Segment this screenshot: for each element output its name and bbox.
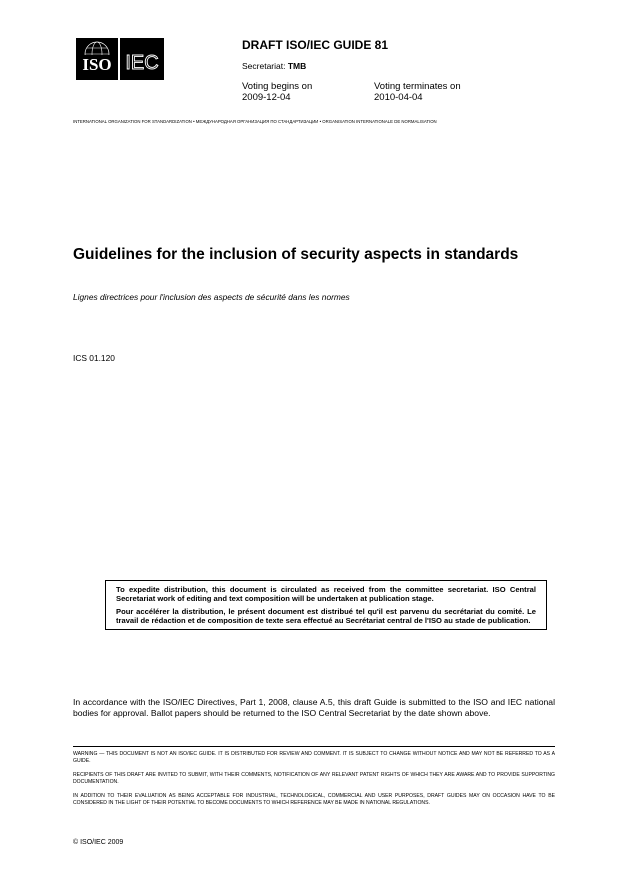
notice-french: Pour accélérer la distribution, le présent document est distribué tel qu'il est parvenu du secrétariat du comité. Le travail de rédaction et de composition de texte sera effectué au Secrétariat central de l'ISO au stade de publication. (116, 607, 536, 625)
secretariat-label: Secretariat: (242, 61, 286, 71)
voting-begins-date: 2009-12-04 (242, 92, 291, 103)
notice-english: To expedite distribution, this document is circulated as received from the committee secretariat. ISO Central Secretariat work of editing and text composition will be undertaken at publication stage. (116, 585, 536, 603)
secretariat-value: TMB (287, 61, 307, 71)
addition-text: IN ADDITION TO THEIR EVALUATION AS BEING ACCEPTABLE FOR INDUSTRIAL, TECHNOLOGICAL, COMMERCIAL AND USER PURPOSES, DRAFT GUIDES MAY ON OCCASION HAVE TO BE CONSIDERED IN THE LIGHT OF THEIR POTENTIAL TO BECOME DOCUMENTS TO WHICH REFERENCE MAY BE MADE IN NATIONAL REGULATIONS. (73, 793, 555, 806)
iec-logo-text: IEC (125, 52, 159, 74)
voting-begins-label: Voting begins on (242, 81, 313, 92)
document-title: Guidelines for the inclusion of security aspects in standards (73, 246, 519, 263)
voting-terminates-date: 2010-04-04 (374, 92, 423, 103)
ics-code: ICS 01.120 (73, 353, 115, 363)
distribution-notice-box (105, 580, 547, 630)
divider (73, 746, 555, 747)
document-subtitle-french: Lignes directrices pour l'inclusion des aspects de sécurité dans les normes (73, 292, 350, 302)
accordance-paragraph: In accordance with the ISO/IEC Directives, Part 1, 2008, clause A.5, this draft Guide is submitted to the ISO and IEC national bodies for approval. Ballot papers should be returned to the ISO Central Secretariat by the date shown above. (73, 697, 555, 718)
organizations-line: INTERNATIONAL ORGANIZATION FOR STANDARDIZATION • МЕЖДУНАРОДНАЯ ОРГАНИЗАЦИЯ ПО СТАНДАРТИЗАЦИИ • ORGANISATION INTERNATIONALE DE NORMALISATION (73, 119, 437, 124)
draft-title: DRAFT ISO/IEC GUIDE 81 (242, 38, 389, 52)
copyright: © ISO/IEC 2009 (73, 839, 124, 846)
iso-logo-text: ISO (82, 55, 112, 74)
iso-logo (76, 38, 118, 80)
iec-logo (120, 38, 164, 80)
voting-terminates-label: Voting terminates on (374, 81, 461, 92)
secretariat (242, 61, 306, 71)
recipients-text: RECIPIENTS OF THIS DRAFT ARE INVITED TO SUBMIT, WITH THEIR COMMENTS, NOTIFICATION OF ANY RELEVANT PATENT RIGHTS OF WHICH THEY ARE AWARE AND TO PROVIDE SUPPORTING DOCUMENTATION. (73, 772, 555, 785)
warning-text: WARNING — THIS DOCUMENT IS NOT AN ISO/IEC GUIDE. IT IS DISTRIBUTED FOR REVIEW AND COMMENT. IT IS SUBJECT TO CHANGE WITHOUT NOTICE AND MAY NOT BE REFERRED TO AS A GUIDE. (73, 751, 555, 764)
